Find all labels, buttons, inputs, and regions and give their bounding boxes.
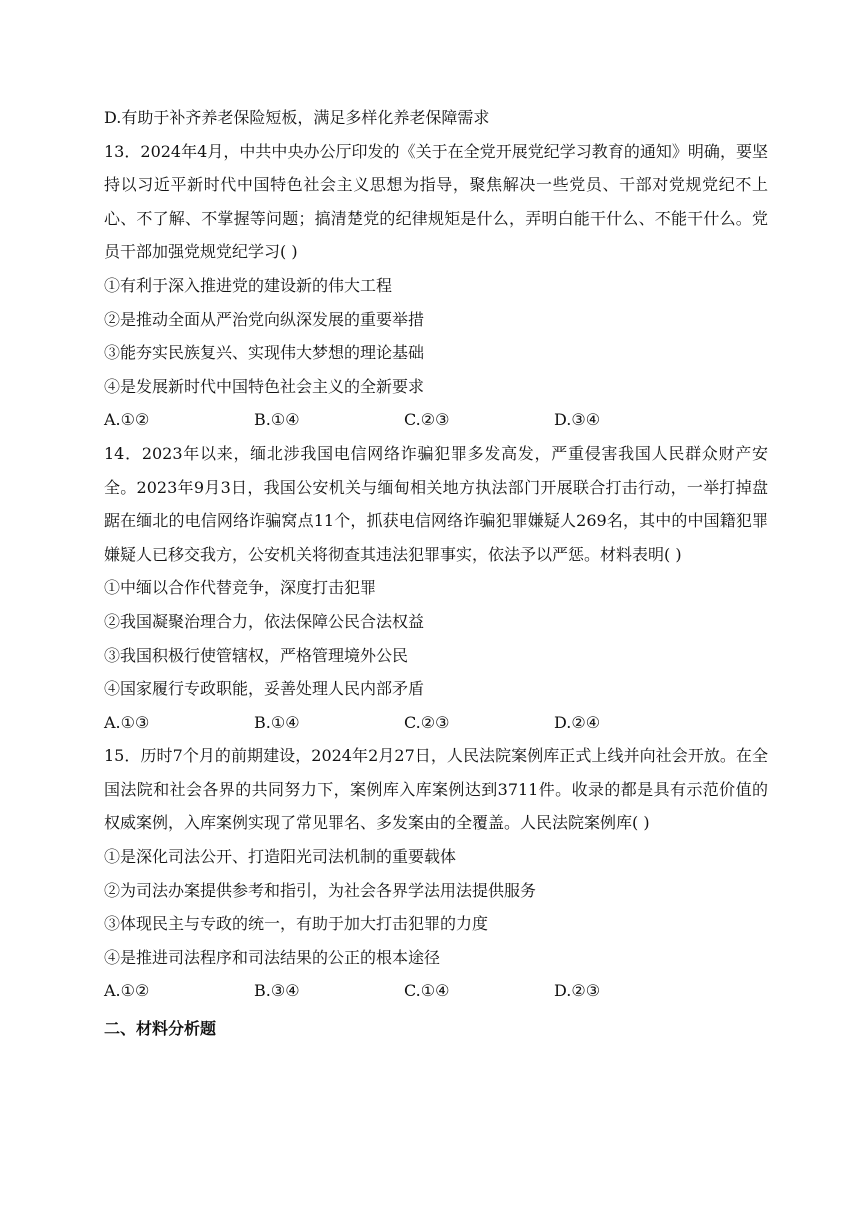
- statement-item: ④是推进司法程序和司法结果的公正的根本途径: [104, 947, 441, 967]
- answer-options: [104, 974, 768, 1008]
- option-b: B.①④: [254, 712, 300, 732]
- statement-item: ③体现民主与专政的统一，有助于加大打击犯罪的力度: [104, 914, 489, 934]
- statement-item: ②是推动全面从严治党向纵深发展的重要举措: [104, 309, 425, 329]
- option-b: B.③④: [254, 981, 300, 1001]
- option-d: D.②③: [554, 981, 601, 1001]
- statement-item: ③我国积极行使管辖权，严格管理境外公民: [104, 645, 409, 665]
- statement-item: ②我国凝聚治理合力，依法保障公民合法权益: [104, 611, 425, 631]
- statement-item: ③能夯实民族复兴、实现伟大梦想的理论基础: [104, 343, 425, 363]
- statement-item: ①是深化司法公开、打造阳光司法机制的重要载体: [104, 847, 457, 867]
- question-14: [104, 437, 768, 739]
- option-a: A.①②: [104, 410, 150, 430]
- question-13: [104, 135, 768, 437]
- statement-item: ④国家履行专政职能，妥善处理人民内部矛盾: [104, 679, 425, 699]
- option-a: A.①③: [104, 712, 150, 732]
- statement-item: ①有利于深入推进党的建设新的伟大工程: [104, 275, 393, 295]
- question-stem: 13．2024年4月，中共中央办公厅印发的《关于在全党开展党纪学习教育的通知》明确，要坚持以习近平新时代中国特色社会主义思想为指导，聚焦解决一些党员、干部对党规党纪不上心、不了解、不掌握等问题；搞清楚党的纪律规矩是什么，弄明白能干什么、不能干什么。党员干部加强党规党纪学习( ): [104, 141, 768, 262]
- option-c: C.②③: [404, 410, 450, 430]
- question-15: [104, 739, 768, 1008]
- option-c: C.②③: [404, 712, 450, 732]
- statement-item: ②为司法办案提供参考和指引，为社会各界学法用法提供服务: [104, 880, 537, 900]
- section-title: 二、材料分析题: [104, 1019, 217, 1039]
- statement-item: ④是发展新时代中国特色社会主义的全新要求: [104, 376, 425, 396]
- answer-options: [104, 706, 768, 740]
- option-d: D.③④: [554, 410, 601, 430]
- question-stem: 14．2023年以来，缅北涉我国电信网络诈骗犯罪多发高发，严重侵害我国人民群众财产安全。2023年9月3日，我国公安机关与缅甸相关地方执法部门开展联合打击行动，一举打掉盘踞在缅北的电信网络诈骗窝点11个，抓获电信网络诈骗犯罪嫌疑人269名，其中的中国籍犯罪嫌疑人已移交我方，公安机关将彻查其违法犯罪事实，依法予以严惩。材料表明( ): [104, 443, 768, 564]
- option-a: A.①②: [104, 981, 150, 1001]
- statement-item: ①中缅以合作代替竞争，深度打击犯罪: [104, 578, 377, 598]
- answer-options: [104, 403, 768, 437]
- option-b: B.①④: [254, 410, 300, 430]
- prev-option-d: D.有助于补齐养老保险短板，满足多样化养老保障需求: [104, 108, 490, 127]
- document-content: [104, 101, 768, 1046]
- question-stem: 15．历时7个月的前期建设，2024年2月27日，人民法院案例库正式上线并向社会开放。在全国法院和社会各界的共同努力下，案例库入库案例达到3711件。收录的都是具有示范价值的权威案例，入库案例实现了常见罪名、多发案由的全覆盖。人民法院案例库( ): [104, 746, 768, 833]
- option-d: D.②④: [554, 712, 601, 732]
- option-c: C.①④: [404, 981, 450, 1001]
